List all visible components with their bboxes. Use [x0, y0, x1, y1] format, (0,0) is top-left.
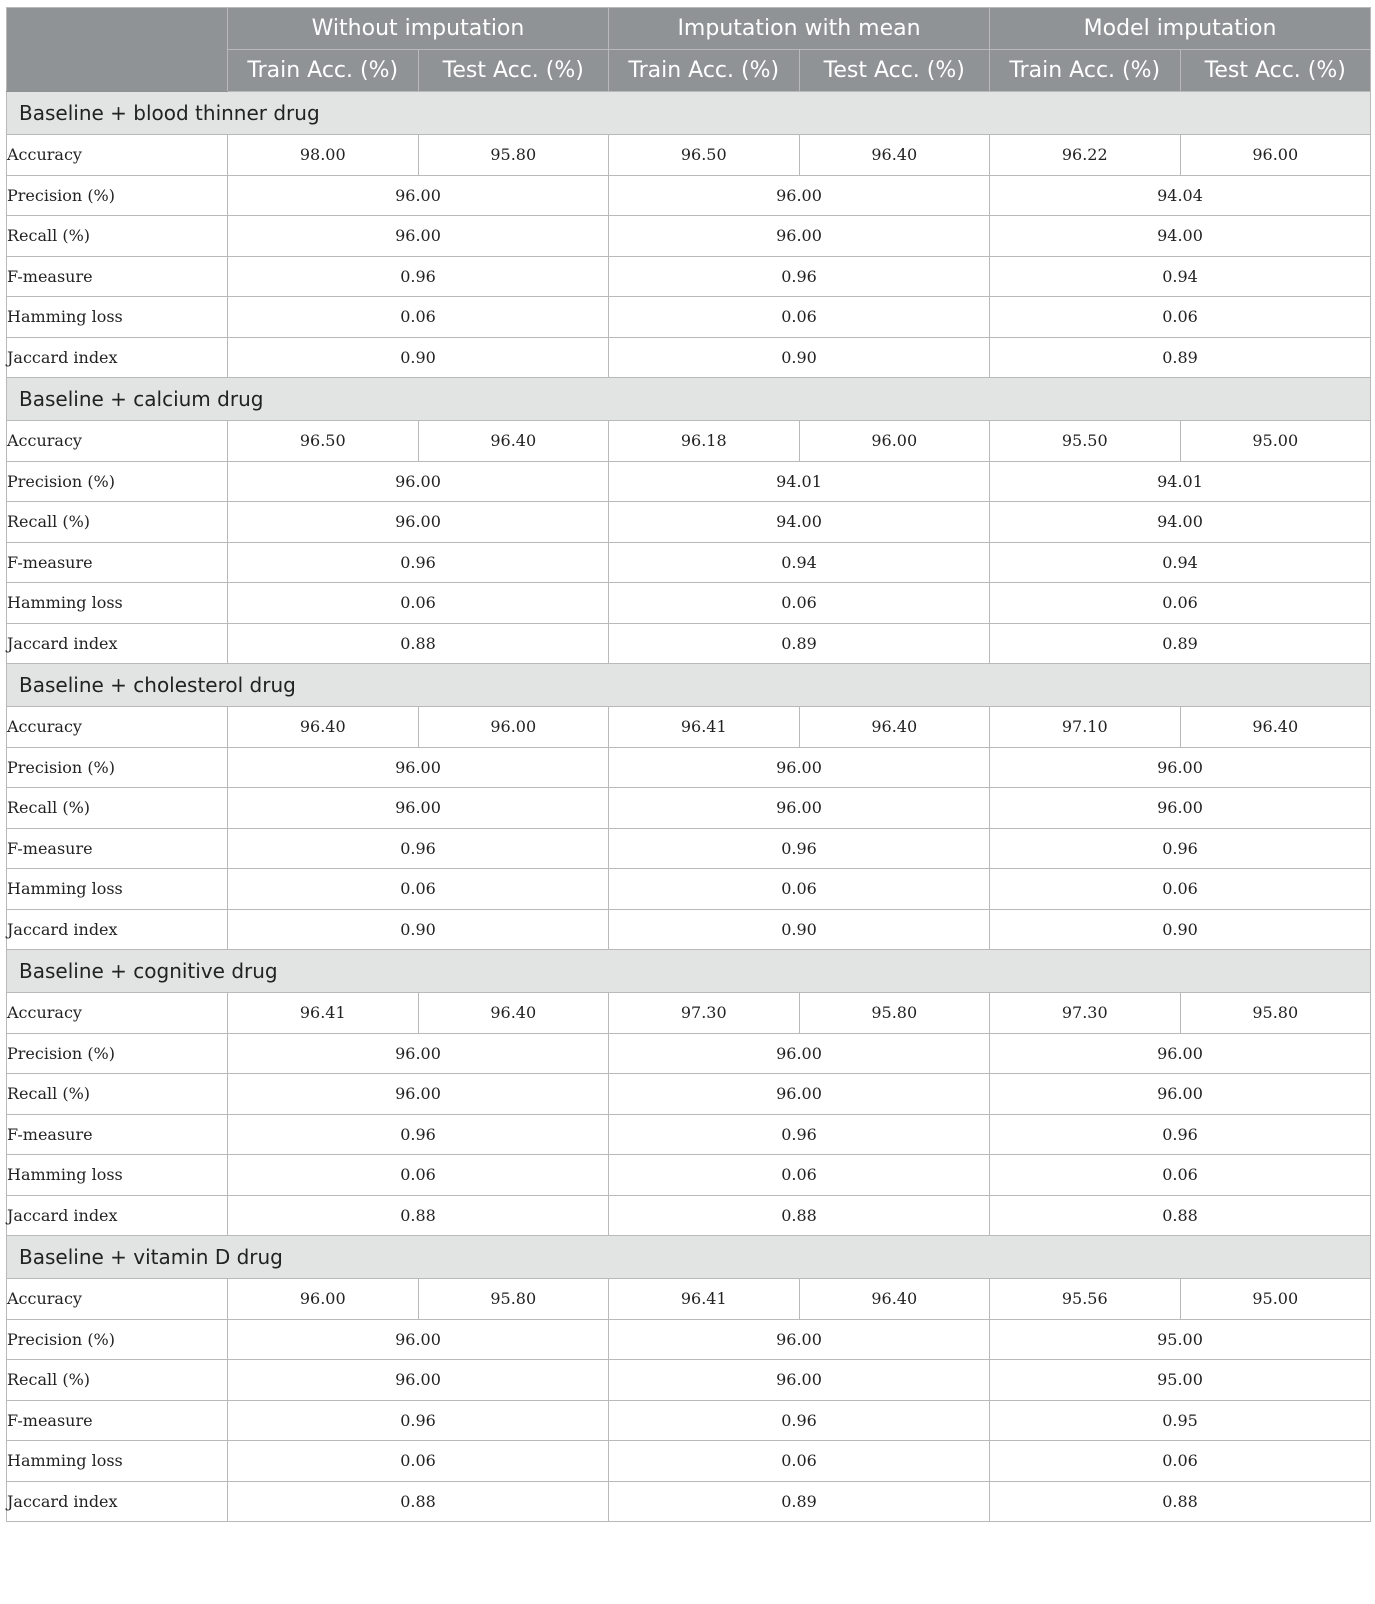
metric-value-cell: 96.00: [228, 1033, 609, 1074]
metric-value-cell: 0.94: [990, 256, 1371, 297]
metric-value-cell: 96.00: [990, 1074, 1371, 1115]
metric-value-cell: 96.00: [228, 1360, 609, 1401]
accuracy-row: [7, 993, 1371, 1034]
metric-row: [7, 502, 1371, 543]
section-title: Baseline + cholesterol drug: [7, 664, 1371, 707]
section-title: Baseline + cognitive drug: [7, 950, 1371, 993]
metric-value-cell: 96.00: [228, 788, 609, 829]
metric-value-cell: 96.00: [990, 747, 1371, 788]
metric-value-cell: 0.88: [990, 1481, 1371, 1522]
accuracy-value-cell: 95.00: [1180, 421, 1371, 462]
accuracy-row: [7, 707, 1371, 748]
accuracy-value-cell: 98.00: [228, 135, 419, 176]
metric-value-cell: 96.00: [228, 1074, 609, 1115]
accuracy-value-cell: 96.00: [1180, 135, 1371, 176]
metric-value-cell: 0.06: [990, 1441, 1371, 1482]
metric-value-cell: 0.06: [990, 869, 1371, 910]
table-header: [7, 8, 1371, 92]
metric-row: [7, 1319, 1371, 1360]
metric-row: [7, 788, 1371, 829]
metric-row: [7, 909, 1371, 950]
metric-value-cell: 0.06: [990, 1155, 1371, 1196]
section-row: [7, 950, 1371, 993]
metric-value-cell: 0.88: [609, 1195, 990, 1236]
accuracy-value-cell: 96.41: [609, 1279, 800, 1320]
metric-row: [7, 1441, 1371, 1482]
metric-value-cell: 96.00: [228, 747, 609, 788]
metric-label: Accuracy: [7, 135, 228, 176]
metric-row: [7, 337, 1371, 378]
metric-value-cell: 96.00: [990, 788, 1371, 829]
accuracy-value-cell: 95.00: [1180, 1279, 1371, 1320]
metric-value-cell: 0.90: [990, 909, 1371, 950]
metric-value-cell: 0.06: [228, 869, 609, 910]
metric-label: Accuracy: [7, 421, 228, 462]
metric-value-cell: 96.00: [609, 1074, 990, 1115]
group-header-imputation-with-mean: Imputation with mean: [609, 8, 990, 50]
section-title: Baseline + blood thinner drug: [7, 92, 1371, 135]
metric-row: [7, 175, 1371, 216]
metric-value-cell: 0.06: [609, 297, 990, 338]
metric-label: Recall (%): [7, 788, 228, 829]
metric-value-cell: 94.01: [990, 461, 1371, 502]
accuracy-value-cell: 96.00: [228, 1279, 419, 1320]
subheader-train-acc: Train Acc. (%): [990, 50, 1181, 92]
section-title: Baseline + calcium drug: [7, 378, 1371, 421]
accuracy-value-cell: 95.50: [990, 421, 1181, 462]
metric-label: Jaccard index: [7, 909, 228, 950]
metric-label: Precision (%): [7, 1033, 228, 1074]
metric-value-cell: 96.00: [228, 502, 609, 543]
metric-value-cell: 0.89: [990, 623, 1371, 664]
metric-value-cell: 0.96: [228, 542, 609, 583]
section-row: [7, 1236, 1371, 1279]
metric-row: [7, 1114, 1371, 1155]
metric-label: F-measure: [7, 542, 228, 583]
metric-row: [7, 1195, 1371, 1236]
metric-label: Precision (%): [7, 175, 228, 216]
accuracy-value-cell: 96.00: [799, 421, 990, 462]
metric-row: [7, 828, 1371, 869]
accuracy-value-cell: 96.22: [990, 135, 1181, 176]
metric-row: [7, 623, 1371, 664]
table-body: [7, 92, 1371, 1522]
metric-value-cell: 0.94: [990, 542, 1371, 583]
metric-label: F-measure: [7, 828, 228, 869]
metric-row: [7, 747, 1371, 788]
metric-row: [7, 583, 1371, 624]
metric-value-cell: 0.06: [609, 1155, 990, 1196]
accuracy-value-cell: 96.40: [418, 993, 609, 1034]
accuracy-value-cell: 95.80: [418, 1279, 609, 1320]
metric-value-cell: 0.96: [609, 828, 990, 869]
metric-value-cell: 96.00: [609, 175, 990, 216]
section-row: [7, 378, 1371, 421]
metric-value-cell: 0.96: [609, 256, 990, 297]
metric-value-cell: 94.00: [990, 216, 1371, 257]
accuracy-value-cell: 95.80: [799, 993, 990, 1034]
metric-value-cell: 0.89: [609, 623, 990, 664]
metric-label: Jaccard index: [7, 1481, 228, 1522]
metric-label: Hamming loss: [7, 869, 228, 910]
accuracy-value-cell: 96.40: [799, 135, 990, 176]
metric-value-cell: 96.00: [609, 1360, 990, 1401]
metric-row: [7, 869, 1371, 910]
metric-label: Hamming loss: [7, 1441, 228, 1482]
metric-row: [7, 1400, 1371, 1441]
metric-row: [7, 256, 1371, 297]
metric-value-cell: 96.00: [228, 175, 609, 216]
metric-label: Precision (%): [7, 747, 228, 788]
accuracy-value-cell: 95.80: [1180, 993, 1371, 1034]
accuracy-row: [7, 1279, 1371, 1320]
metric-label: Hamming loss: [7, 583, 228, 624]
metric-value-cell: 0.88: [228, 1195, 609, 1236]
accuracy-value-cell: 96.41: [609, 707, 800, 748]
subheader-train-acc: Train Acc. (%): [228, 50, 419, 92]
metric-value-cell: 0.90: [228, 337, 609, 378]
accuracy-row: [7, 135, 1371, 176]
subheader-test-acc: Test Acc. (%): [799, 50, 990, 92]
metric-row: [7, 216, 1371, 257]
metric-value-cell: 96.00: [228, 216, 609, 257]
metric-value-cell: 96.00: [609, 788, 990, 829]
accuracy-value-cell: 95.80: [418, 135, 609, 176]
accuracy-value-cell: 97.30: [990, 993, 1181, 1034]
accuracy-value-cell: 95.56: [990, 1279, 1181, 1320]
metric-value-cell: 0.96: [990, 828, 1371, 869]
metric-value-cell: 96.00: [609, 216, 990, 257]
metric-value-cell: 0.90: [228, 909, 609, 950]
metric-value-cell: 0.89: [990, 337, 1371, 378]
section-row: [7, 664, 1371, 707]
metric-value-cell: 0.06: [990, 583, 1371, 624]
metric-value-cell: 0.88: [228, 1481, 609, 1522]
header-corner-cell: [7, 8, 228, 92]
metric-value-cell: 95.00: [990, 1360, 1371, 1401]
metric-value-cell: 96.00: [990, 1033, 1371, 1074]
section-row: [7, 92, 1371, 135]
metric-value-cell: 0.96: [990, 1114, 1371, 1155]
metric-label: Accuracy: [7, 993, 228, 1034]
metric-label: Recall (%): [7, 1074, 228, 1115]
metric-value-cell: 96.00: [228, 1319, 609, 1360]
metric-label: Recall (%): [7, 216, 228, 257]
metric-label: Precision (%): [7, 1319, 228, 1360]
metric-label: Precision (%): [7, 461, 228, 502]
metric-label: F-measure: [7, 1114, 228, 1155]
metric-row: [7, 297, 1371, 338]
accuracy-value-cell: 96.50: [609, 135, 800, 176]
accuracy-value-cell: 96.41: [228, 993, 419, 1034]
results-table-container: [6, 7, 1370, 1522]
accuracy-value-cell: 97.30: [609, 993, 800, 1034]
accuracy-value-cell: 96.40: [418, 421, 609, 462]
accuracy-row: [7, 421, 1371, 462]
metric-value-cell: 0.96: [228, 1114, 609, 1155]
metric-row: [7, 542, 1371, 583]
metric-label: Jaccard index: [7, 1195, 228, 1236]
metric-value-cell: 0.89: [609, 1481, 990, 1522]
metric-value-cell: 96.00: [609, 1033, 990, 1074]
accuracy-value-cell: 96.40: [799, 1279, 990, 1320]
metric-value-cell: 0.96: [228, 1400, 609, 1441]
header-group-row: [7, 8, 1371, 50]
metric-row: [7, 1360, 1371, 1401]
metric-value-cell: 0.96: [228, 828, 609, 869]
metric-value-cell: 94.00: [609, 502, 990, 543]
metric-label: F-measure: [7, 256, 228, 297]
metric-label: F-measure: [7, 1400, 228, 1441]
metric-row: [7, 461, 1371, 502]
metric-value-cell: 95.00: [990, 1319, 1371, 1360]
metric-value-cell: 0.96: [609, 1400, 990, 1441]
metric-label: Jaccard index: [7, 337, 228, 378]
metric-value-cell: 0.88: [228, 623, 609, 664]
results-table: [6, 7, 1371, 1522]
metric-value-cell: 0.06: [228, 583, 609, 624]
subheader-test-acc: Test Acc. (%): [1180, 50, 1371, 92]
section-title: Baseline + vitamin D drug: [7, 1236, 1371, 1279]
metric-label: Recall (%): [7, 502, 228, 543]
metric-label: Jaccard index: [7, 623, 228, 664]
metric-value-cell: 0.06: [228, 1441, 609, 1482]
accuracy-value-cell: 96.50: [228, 421, 419, 462]
metric-label: Accuracy: [7, 707, 228, 748]
group-header-without-imputation: Without imputation: [228, 8, 609, 50]
accuracy-value-cell: 96.18: [609, 421, 800, 462]
metric-value-cell: 0.06: [609, 583, 990, 624]
accuracy-value-cell: 96.40: [799, 707, 990, 748]
metric-value-cell: 96.00: [228, 461, 609, 502]
metric-value-cell: 94.00: [990, 502, 1371, 543]
metric-label: Accuracy: [7, 1279, 228, 1320]
metric-value-cell: 0.06: [609, 1441, 990, 1482]
subheader-train-acc: Train Acc. (%): [609, 50, 800, 92]
metric-row: [7, 1074, 1371, 1115]
accuracy-value-cell: 96.40: [228, 707, 419, 748]
accuracy-value-cell: 97.10: [990, 707, 1181, 748]
metric-label: Recall (%): [7, 1360, 228, 1401]
metric-label: Hamming loss: [7, 1155, 228, 1196]
metric-value-cell: 0.90: [609, 337, 990, 378]
metric-value-cell: 94.04: [990, 175, 1371, 216]
metric-value-cell: 96.00: [609, 747, 990, 788]
metric-value-cell: 0.96: [228, 256, 609, 297]
metric-value-cell: 0.06: [228, 297, 609, 338]
accuracy-value-cell: 96.00: [418, 707, 609, 748]
metric-value-cell: 0.06: [609, 869, 990, 910]
metric-row: [7, 1481, 1371, 1522]
metric-row: [7, 1033, 1371, 1074]
metric-row: [7, 1155, 1371, 1196]
metric-value-cell: 0.88: [990, 1195, 1371, 1236]
accuracy-value-cell: 96.40: [1180, 707, 1371, 748]
metric-value-cell: 0.06: [228, 1155, 609, 1196]
metric-value-cell: 0.06: [990, 297, 1371, 338]
metric-value-cell: 94.01: [609, 461, 990, 502]
metric-label: Hamming loss: [7, 297, 228, 338]
metric-value-cell: 0.90: [609, 909, 990, 950]
metric-value-cell: 0.95: [990, 1400, 1371, 1441]
metric-value-cell: 0.94: [609, 542, 990, 583]
metric-value-cell: 0.96: [609, 1114, 990, 1155]
subheader-test-acc: Test Acc. (%): [418, 50, 609, 92]
metric-value-cell: 96.00: [609, 1319, 990, 1360]
group-header-model-imputation: Model imputation: [990, 8, 1371, 50]
